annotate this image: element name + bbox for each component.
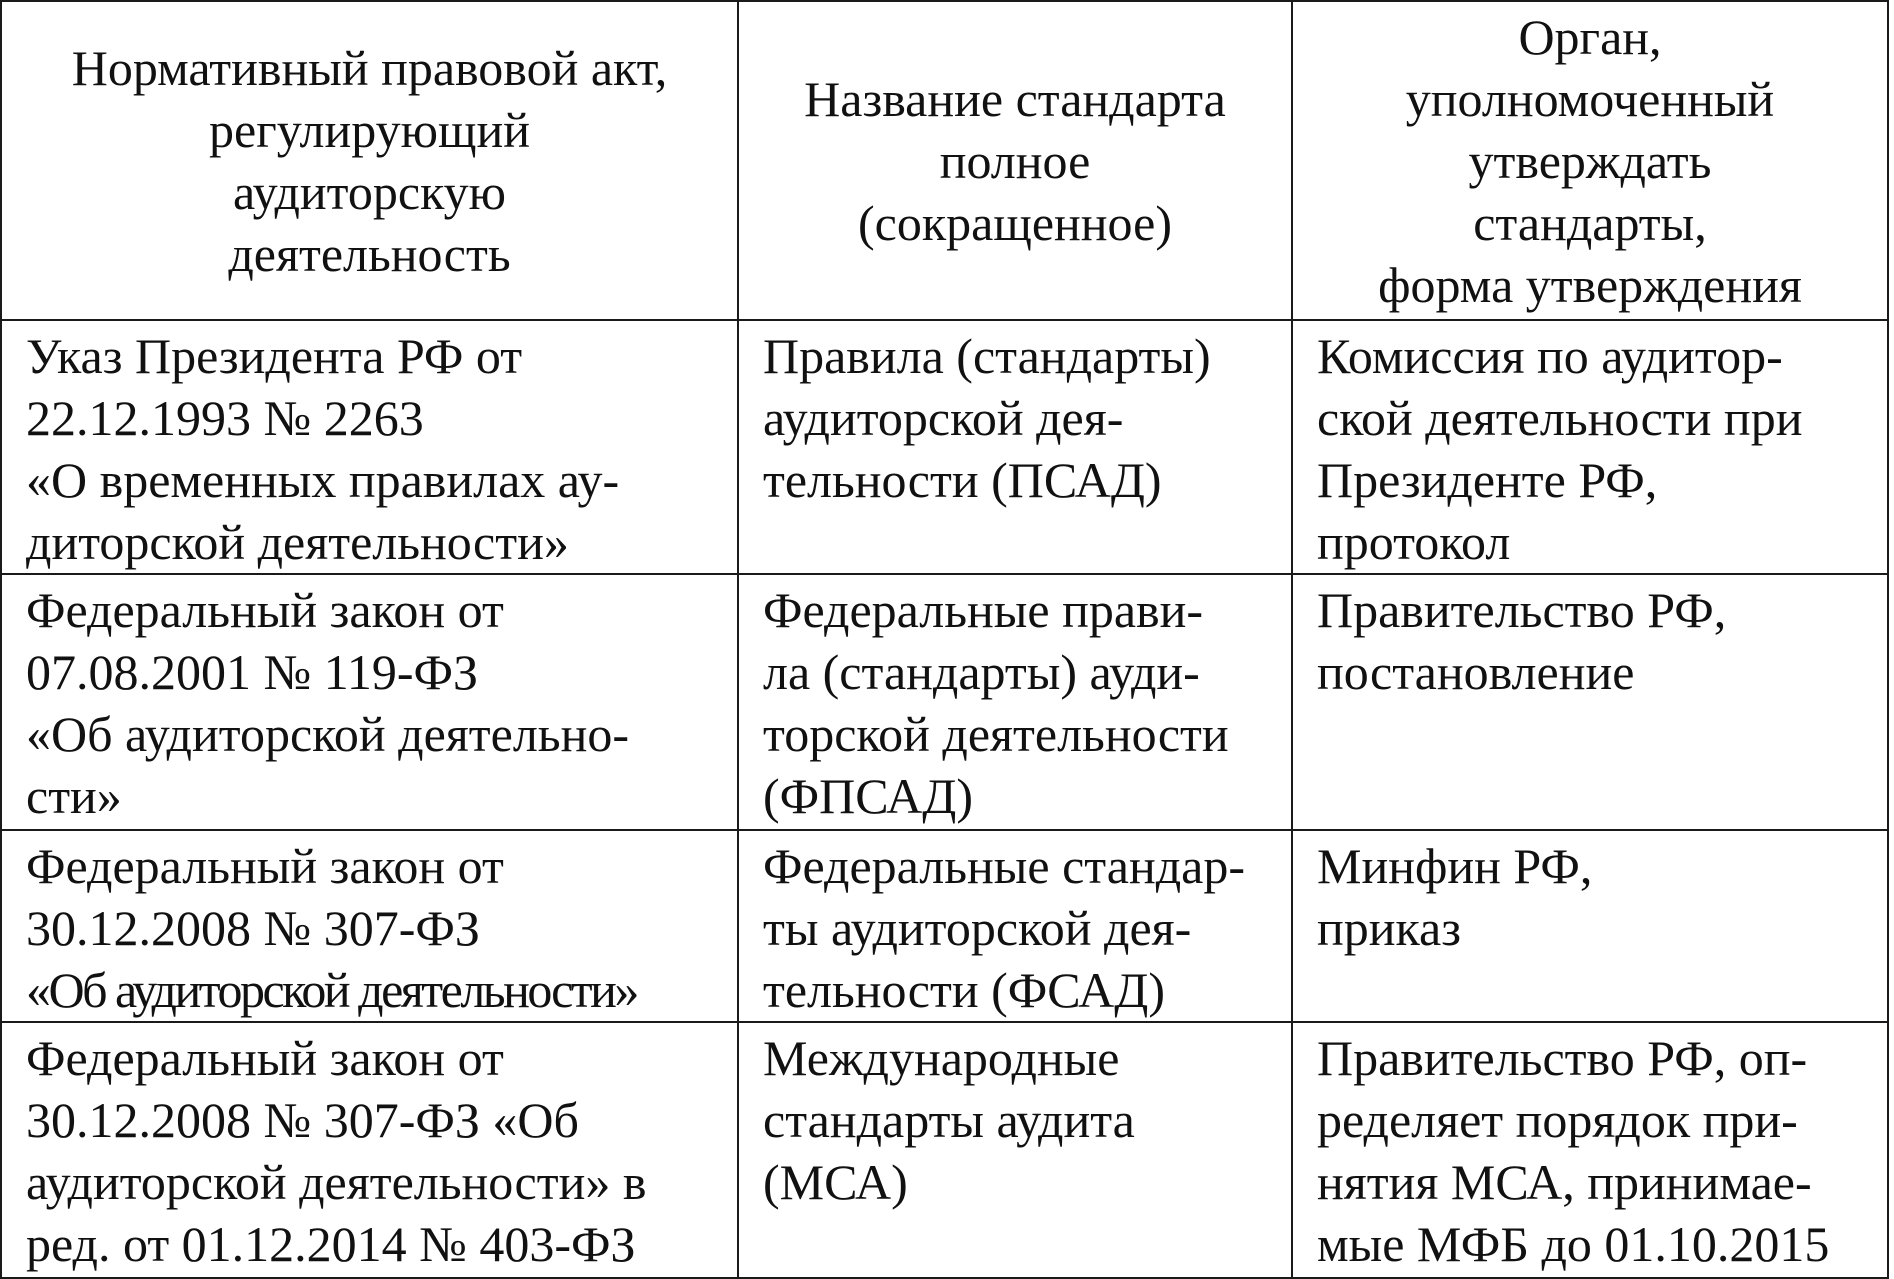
table-row — [1, 320, 1888, 574]
cell-line: 30.12.2008 № 307-ФЗ — [26, 900, 480, 956]
table-header-row — [1, 1, 1888, 320]
cell-line: 30.12.2008 № 307-ФЗ «Об — [26, 1092, 579, 1148]
cell-line: сти» — [26, 768, 122, 824]
header-line: Название стандарта — [804, 70, 1226, 127]
cell-line: аудиторской дея- — [763, 390, 1124, 446]
header-line: деятельность — [228, 225, 511, 282]
cell-line: стандарты аудита — [763, 1092, 1135, 1148]
cell-standard-name — [738, 320, 1292, 574]
cell-line: нятия МСА, принимае- — [1317, 1154, 1812, 1210]
header-line: (сокращенное) — [858, 194, 1172, 251]
cell-normative-act — [1, 320, 738, 574]
cell-line: «Об аудиторской деятельно- — [26, 706, 629, 762]
cell-approving-body — [1292, 1022, 1888, 1278]
cell-line: протокол — [1317, 514, 1511, 570]
cell-line: ла (стандарты) ауди- — [763, 644, 1200, 700]
cell-line: Международные — [763, 1030, 1120, 1086]
cell-line: Федеральные стандар- — [763, 838, 1245, 894]
cell-line: ской деятельности при — [1317, 390, 1803, 446]
cell-normative-act — [1, 1022, 738, 1278]
header-line: утверждать — [1468, 133, 1712, 189]
cell-line: ты аудиторской дея- — [763, 900, 1192, 956]
cell-line: Минфин РФ, — [1317, 838, 1593, 894]
cell-approving-body — [1292, 574, 1888, 830]
header-line: аудиторскую — [232, 163, 507, 220]
cell-line: Комиссия по аудитор- — [1317, 328, 1783, 384]
cell-line: аудиторской деятельности» в — [26, 1154, 647, 1210]
cell-line: Федеральные прави- — [763, 582, 1204, 638]
cell-line: Правительство РФ, — [1317, 582, 1727, 638]
cell-line: тельности (ФСАД) — [763, 962, 1165, 1018]
cell-line: диторской деятельности» — [26, 514, 569, 570]
cell-line: ред. от 01.12.2014 № 403-ФЗ — [26, 1216, 636, 1272]
cell-normative-act — [1, 830, 738, 1022]
table-row — [1, 574, 1888, 830]
header-line: стандарты, — [1473, 195, 1707, 251]
cell-line: (МСА) — [763, 1154, 908, 1210]
header-line: Нормативный правовой акт, — [71, 39, 668, 96]
cell-approving-body — [1292, 830, 1888, 1022]
cell-approving-body — [1292, 320, 1888, 574]
cell-line: Правительство РФ, оп- — [1317, 1030, 1808, 1086]
cell-line: торской деятельности — [763, 706, 1229, 762]
cell-line: Президенте РФ, — [1317, 452, 1658, 508]
cell-line: 07.08.2001 № 119-ФЗ — [26, 644, 479, 700]
cell-line: тельности (ПСАД) — [763, 452, 1162, 508]
header-approving-body — [1292, 1, 1888, 320]
table-row — [1, 1022, 1888, 1278]
header-line: регулирующий — [209, 101, 530, 158]
cell-line: мые МФБ до 01.10.2015 — [1317, 1216, 1830, 1272]
cell-line: Правила (стандарты) — [763, 328, 1211, 384]
header-line: форма утверждения — [1378, 257, 1802, 313]
cell-line: Указ Президента РФ от — [26, 328, 523, 384]
cell-line: «Об аудиторской деятельности» — [26, 962, 637, 1018]
table-row — [1, 830, 1888, 1022]
header-line: полное — [939, 132, 1091, 189]
header-line: Орган, — [1518, 9, 1662, 65]
cell-standard-name — [738, 574, 1292, 830]
cell-normative-act — [1, 574, 738, 830]
cell-line: 22.12.1993 № 2263 — [26, 390, 424, 446]
header-line: уполномоченный — [1405, 71, 1775, 127]
cell-line: Федеральный закон от — [26, 838, 504, 894]
cell-line: (ФПСАД) — [763, 768, 973, 824]
cell-line: приказ — [1317, 900, 1461, 956]
cell-standard-name — [738, 1022, 1292, 1278]
cell-line: Федеральный закон от — [26, 1030, 504, 1086]
header-standard-name — [738, 1, 1292, 320]
cell-standard-name — [738, 830, 1292, 1022]
cell-line: «О временных правилах ау- — [26, 452, 620, 508]
cell-line: постановление — [1317, 644, 1635, 700]
cell-line: Федеральный закон от — [26, 582, 504, 638]
cell-line: ределяет порядок при- — [1317, 1092, 1798, 1148]
header-normative-act — [1, 1, 738, 320]
